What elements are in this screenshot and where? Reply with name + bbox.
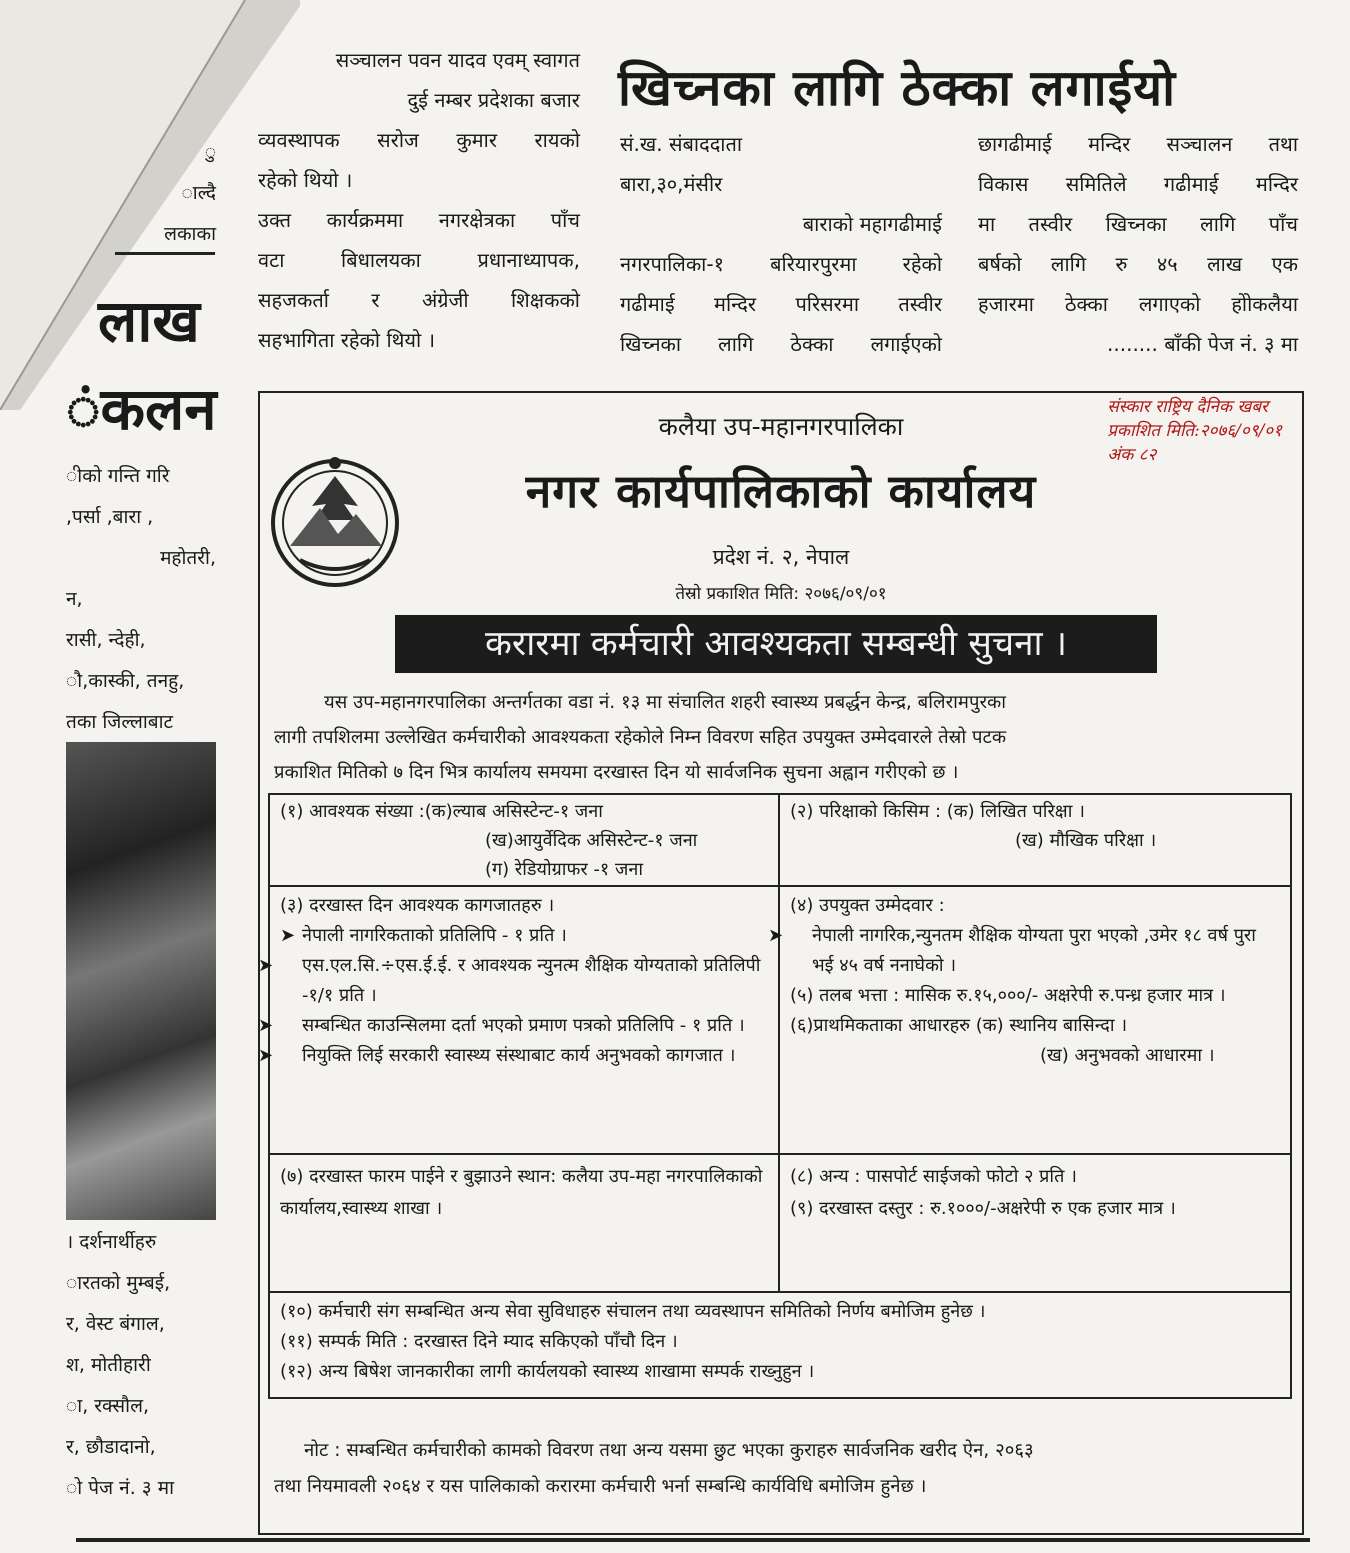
section-4-title: (४) उपयुक्त उम्मेदवार : (790, 895, 945, 916)
section-1-line: (ग) रेडियोग्राफर -१ जना (485, 859, 644, 880)
article-line: बारा,३०,मंसीर (620, 172, 723, 196)
section-7-text: (७) दरखास्त फारम पाईने र बुझाउने स्थान: कलैया उप-महा नगरपालिकाको कार्यालय,स्वास्थ्य शाखा । (280, 1166, 763, 1219)
article-line: ........ बाँकी पेज नं. ३ मा (1107, 332, 1298, 356)
side-fragment: र, छौडादानो, (66, 1436, 156, 1458)
side-column-bottom (66, 1222, 216, 1509)
article-line: नगरपालिका-१ बरियारपुरमा रहेको (620, 252, 942, 276)
side-fragment: ,पर्सा ,बारा , (66, 506, 154, 528)
arrow-bullet-icon: ➤ (280, 925, 296, 946)
article-line: हजारमा ठेक्का लगाएको होोकलैया (978, 292, 1298, 316)
side-heading-line2: ंकलन (66, 375, 217, 443)
left-line: सहभागिता रहेको थियो । (258, 328, 436, 352)
section-8-text: (८) अन्य : पासपोर्ट साईजको फोटो २ प्रति । (790, 1166, 1077, 1187)
side-fragment: ीको गन्ति गरि (66, 465, 170, 487)
notice-intro (274, 685, 1286, 790)
side-fragment: ा, रक्सौल, (66, 1395, 149, 1417)
notice-table-row-4 (268, 1291, 1292, 1399)
side-fragment: न, (66, 588, 83, 610)
bottom-rule (76, 1538, 1310, 1542)
publication-stamp (1107, 395, 1282, 467)
side-fragment: तका जिल्लाबाट (66, 711, 174, 733)
side-fragment: ु (204, 141, 216, 163)
notice-table-row-3 (268, 1153, 1292, 1293)
side-fragment: ारतको मुम्बई, (66, 1272, 171, 1294)
article-column-1 (620, 124, 942, 364)
article-line: छागढीमाई मन्दिर सञ्चालन तथा (978, 132, 1298, 156)
side-column-mid (66, 456, 216, 743)
left-line: सञ्चालन पवन यादव एवम् स्वागत (335, 48, 580, 72)
article-headline: खिच्नका लागि ठेक्का लगाईयो (618, 59, 1177, 117)
side-fragment: र, वेस्ट बंगाल, (66, 1313, 165, 1335)
notice-note (274, 1433, 1286, 1505)
note-line: नोट : सम्बन्धित कर्मचारीको कामको विवरण तथा अन्य यसमा छुट भएका कुराहरु सार्वजनिक खरीद ऐन, २०६३ (304, 1440, 1034, 1461)
article-line: मा तस्वीर खिच्नका लागि पाँच (978, 212, 1298, 236)
arrow-bullet-icon: ➤ (258, 955, 274, 976)
section-1-required-count (270, 795, 778, 885)
notice-table-row-1 (268, 793, 1292, 887)
office-title: नगर कार्यपालिकाको कार्यालय (525, 464, 1037, 518)
side-photo (66, 742, 216, 1220)
section-3-item: ➤ सम्बन्धित काउन्सिलमा दर्ता भएको प्रमाण पत्रको प्रतिलिपि - १ प्रति । (280, 1011, 768, 1041)
side-column-top (164, 132, 216, 255)
section-2-line: (२) परिक्षाको किसिम : (क) लिखित परिक्षा । (790, 801, 1085, 822)
section-3-item: ➤ नियुक्ति लिई सरकारी स्वास्थ्य संस्थाबाट कार्य अनुभवको कागजात । (280, 1041, 768, 1071)
stamp-line: प्रकाशित मिति:२०७६/०९/०१ (1107, 421, 1282, 441)
section-1-line: (ख)आयुर्वेदिक असिस्टेन्ट-१ जना (485, 830, 698, 851)
left-line: उक्त कार्यक्रममा नगरक्षेत्रका पाँच (258, 208, 580, 232)
side-fragment: रासी, न्देही, (66, 629, 146, 651)
section-5-salary: (५) तलब भत्ता : मासिक रु.१५,०००/- अक्षरेपी रु.पन्ध्र हजार मात्र । (790, 985, 1226, 1006)
side-fragment: श, मोतीहारी (66, 1354, 151, 1376)
left-line: दुई नम्बर प्रदेशका बजार (407, 88, 580, 112)
section-2-line: (ख) मौखिक परिक्षा । (1015, 830, 1157, 851)
side-fragment: महोतरी, (160, 547, 216, 569)
side-fragment: ौ,कास्की, तनहु, (66, 670, 185, 692)
intro-line: यस उप-महानगरपालिका अन्तर्गतका वडा नं. १३ मा संचालित शहरी स्वास्थ्य प्रबर्द्धन केन्द्र, बलिरामपुरका (324, 692, 1007, 713)
sections-10-12 (270, 1293, 1290, 1397)
province-line: प्रदेश नं. २, नेपाल (712, 545, 850, 569)
article-line: बर्षको लागि रु ४५ लाख एक (978, 252, 1298, 276)
notice-title-banner: करारमा कर्मचारी आवश्यकता सम्बन्धी सुचना । (395, 615, 1157, 673)
section-4-to-6 (768, 887, 1290, 1153)
left-line: वटा बिधालयका प्रधानाध्यापक, (258, 248, 580, 272)
side-fragment: ाल्दै (181, 182, 216, 204)
stamp-line: संस्कार राष्ट्रिय दैनिक खबर (1107, 397, 1268, 417)
section-6-line: (ख) अनुभवको आधारमा । (1040, 1045, 1215, 1066)
section-12-text: (१२) अन्य बिषेश जानकारीका लागी कार्यलयको स्वास्थ्य शाखामा सम्पर्क राख्नुहुन । (280, 1361, 815, 1382)
note-line: तथा नियमावली २०६४ र यस पालिकाको करारमा कर्मचारी भर्ना सम्बन्धि कार्यविधि बमोजिम हुनेछ । (274, 1476, 927, 1497)
section-3-documents (258, 887, 778, 1153)
section-9-text: (९) दरखास्त दस्तुर : रु.१०००/-अक्षरेपी रु एक हजार मात्र । (790, 1198, 1176, 1219)
section-3-item: ➤ एस.एल.सि.÷एस.ई.ई. र आवश्यक न्युनत्म शैक्षिक योग्यताको प्रतिलिपी -१/१ प्रति । (280, 951, 768, 1011)
section-8-9 (780, 1155, 1290, 1291)
article-line: बाराको महागढीमाई (802, 212, 942, 236)
article-line: विकास समितिले गढीमाई मन्दिर (978, 172, 1298, 196)
side-fragment: ो पेज नं. ३ मा (66, 1477, 175, 1499)
section-7-form-location (270, 1155, 778, 1291)
left-line: रहेको थियो । (258, 168, 353, 192)
section-4-item: ➤ नेपाली नागरिक,न्युनतम शैक्षिक योग्यता पुरा भएको ,उमेर १८ वर्ष पुरा भई ४५ वर्ष ननाघेको । (790, 921, 1280, 981)
section-1-line: (१) आवश्यक संख्या :(क)ल्याब असिस्टेन्ट-१ जना (280, 801, 603, 822)
published-date: तेस्रो प्रकाशित मिति: २०७६/०९/०१ (675, 584, 887, 604)
article-line: सं.ख. संबाददाता (620, 132, 743, 156)
side-heading-line1: लाख (98, 287, 200, 355)
arrow-bullet-icon: ➤ (258, 1045, 274, 1066)
arrow-bullet-icon: ➤ (768, 925, 784, 946)
left-line: व्यवस्थापक सरोज कुमार रायको (258, 128, 580, 152)
arrow-bullet-icon: ➤ (258, 1015, 274, 1036)
intro-line: प्रकाशित मितिको ७ दिन भित्र कार्यालय समयमा दरखास्त दिन यो सार्वजनिक सुचना अह्वान गरीएको छ । (274, 762, 959, 783)
section-3-title: (३) दरखास्त दिन आवश्यक कागजातहरु । (280, 895, 555, 916)
side-fragment: । दर्शनार्थीहरु (66, 1231, 157, 1253)
stamp-line: अंक ८२ (1107, 445, 1157, 465)
left-column-article (258, 40, 580, 360)
municipality-name: कलैया उप-महानगरपालिका (658, 412, 904, 441)
section-3-item: ➤ नेपाली नागरिकताको प्रतिलिपि - १ प्रति । (280, 921, 768, 951)
article-column-2 (978, 124, 1298, 364)
left-line: सहजकर्ता र अंग्रेजी शिक्षकको (258, 288, 580, 312)
recruitment-notice (258, 391, 1304, 1535)
section-2-exam-type (780, 795, 1290, 885)
article-line: गढीमाई मन्दिर परिसरमा तस्वीर (620, 292, 942, 316)
side-rule (115, 252, 215, 255)
notice-table-row-2 (258, 885, 1292, 1155)
article-line: खिच्नका लागि ठेक्का लगाईएको (620, 332, 942, 356)
section-10-text: (१०) कर्मचारी संग सम्बन्धित अन्य सेवा सुविधाहरु संचालन तथा व्यवस्थापन समितिको निर्णय बमोजिम हुनेछ । (280, 1301, 986, 1322)
intro-line: लागी तपशिलमा उल्लेखित कर्मचारीको आवश्यकता रहेकोले निम्न विवरण सहित उपयुक्त उम्मेदवारले तेस्रो पटक (274, 727, 1007, 748)
side-fragment: लकाका (164, 223, 216, 245)
section-11-text: (११) सम्पर्क मिति : दरखास्त दिने म्याद सकिएको पाँचौ दिन । (280, 1331, 678, 1352)
section-6-line: (६)प्राथमिकताका आधारहरु (क) स्थानिय बासिन्दा । (790, 1015, 1128, 1036)
